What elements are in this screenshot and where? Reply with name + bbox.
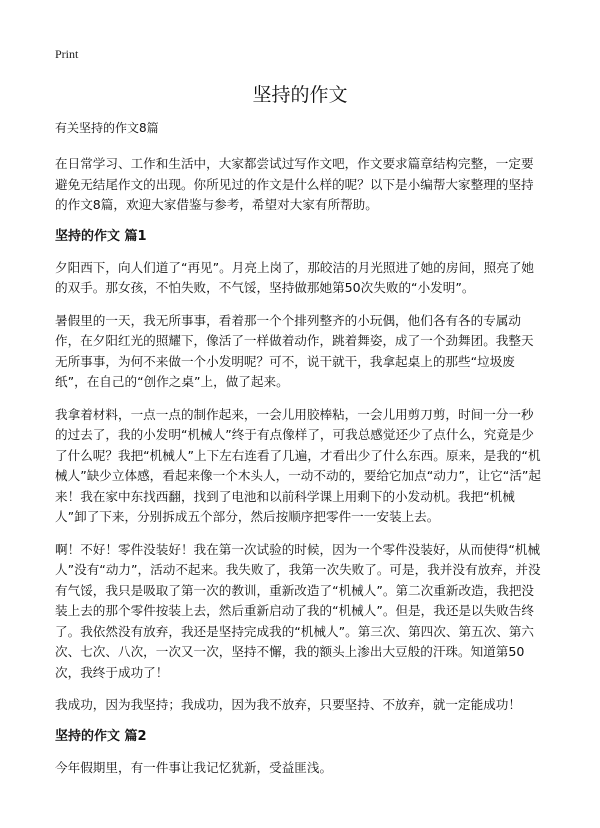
subtitle: 有关坚持的作文8篇 — [55, 121, 159, 135]
section-heading-1: 坚持的作文 篇1 — [55, 228, 147, 244]
section-heading-2: 坚持的作文 篇2 — [55, 728, 147, 744]
section1-paragraph-5: 我成功，因为我坚持；我成功，因为我不放弃，只要坚持、不放弃，就一定能成功！ — [55, 697, 521, 712]
page-title: 坚持的作文 — [252, 84, 348, 106]
section1-paragraph-3: 我拿着材料，一点一点的制作起来，一会儿用胶棒粘，一会儿用剪刀剪，时间一分一秒的过去了，我的小发明“机械人”终于有点像样了，可我总感觉还少了点什么，究竟是少了什么呢？我把“机械人”上下左右连看了几遍，才看出少了什么东西。原来，是我的“机械人”缺少立体感，看起来像一个木头人，一动不动的，要给它加点“动力”，让它“活”起来！我在家中东找西翻，找到了电池和以前科学课上用剩下的小发动机。我把“机械人”卸了下来，分别拆成五个部分，然后按顺序把零件一一安装上去。 — [55, 406, 541, 524]
section2-paragraph-1: 今年假期里，有一件事让我记忆犹新，受益匪浅。 — [55, 759, 333, 775]
print-label: Print — [55, 47, 79, 61]
document-body — [55, 120, 545, 790]
section1-paragraph-4: 啊！不好！零件没装好！我在第一次试验的时候，因为一个零件没装好，从而使得“机械人”没有“动力”，活动不起来。我失败了，我第一次失败了。可是，我并没有放弃，并没有气馁，我只是吸取了第一次的教训，重新改造了“机械人”。第二次重新改造，我把没装上去的那个零件按装上去，然后重新启动了我的“机械人”。但是，我还是以失败告终了。我依然没有放弃，我还是坚持完成我的“机械人”。第三次、第四次、第五次、第六次、七次、八次，一次又一次，坚持不懈，我的额头上渗出大豆般的汗珠。知道第50次，我终于成功了！ — [55, 541, 541, 680]
intro-paragraph: 在日常学习、工作和生活中，大家都尝试过写作文吧，作文要求篇章结构完整，一定要避免无结尾作文的出现。你所见过的作文是什么样的呢？以下是小编帮大家整理的坚持的作文8篇，欢迎大家借鉴与参考，希望对大家有所帮助。 — [55, 156, 534, 212]
section1-paragraph-2: 暑假里的一天，我无所事事，看着那一个个排列整齐的小玩偶，他们各有各的专属动作，在夕阳红光的照耀下，像活了一样做着动作，跳着舞姿，成了一个劲舞团。我整天无所事事，为何不来做一个小发明呢？可不，说干就干，我拿起桌上的那些“垃圾废纸”，在自己的“创作之桌”上，做了起来。 — [55, 312, 534, 389]
section1-paragraph-1: 夕阳西下，向人们道了“再见”。月亮上岗了，那皎洁的月光照进了她的房间，照亮了她的双手。那女孩，不怕失败，不气馁，坚持做那她第50次失败的“小发明”。 — [55, 259, 535, 295]
